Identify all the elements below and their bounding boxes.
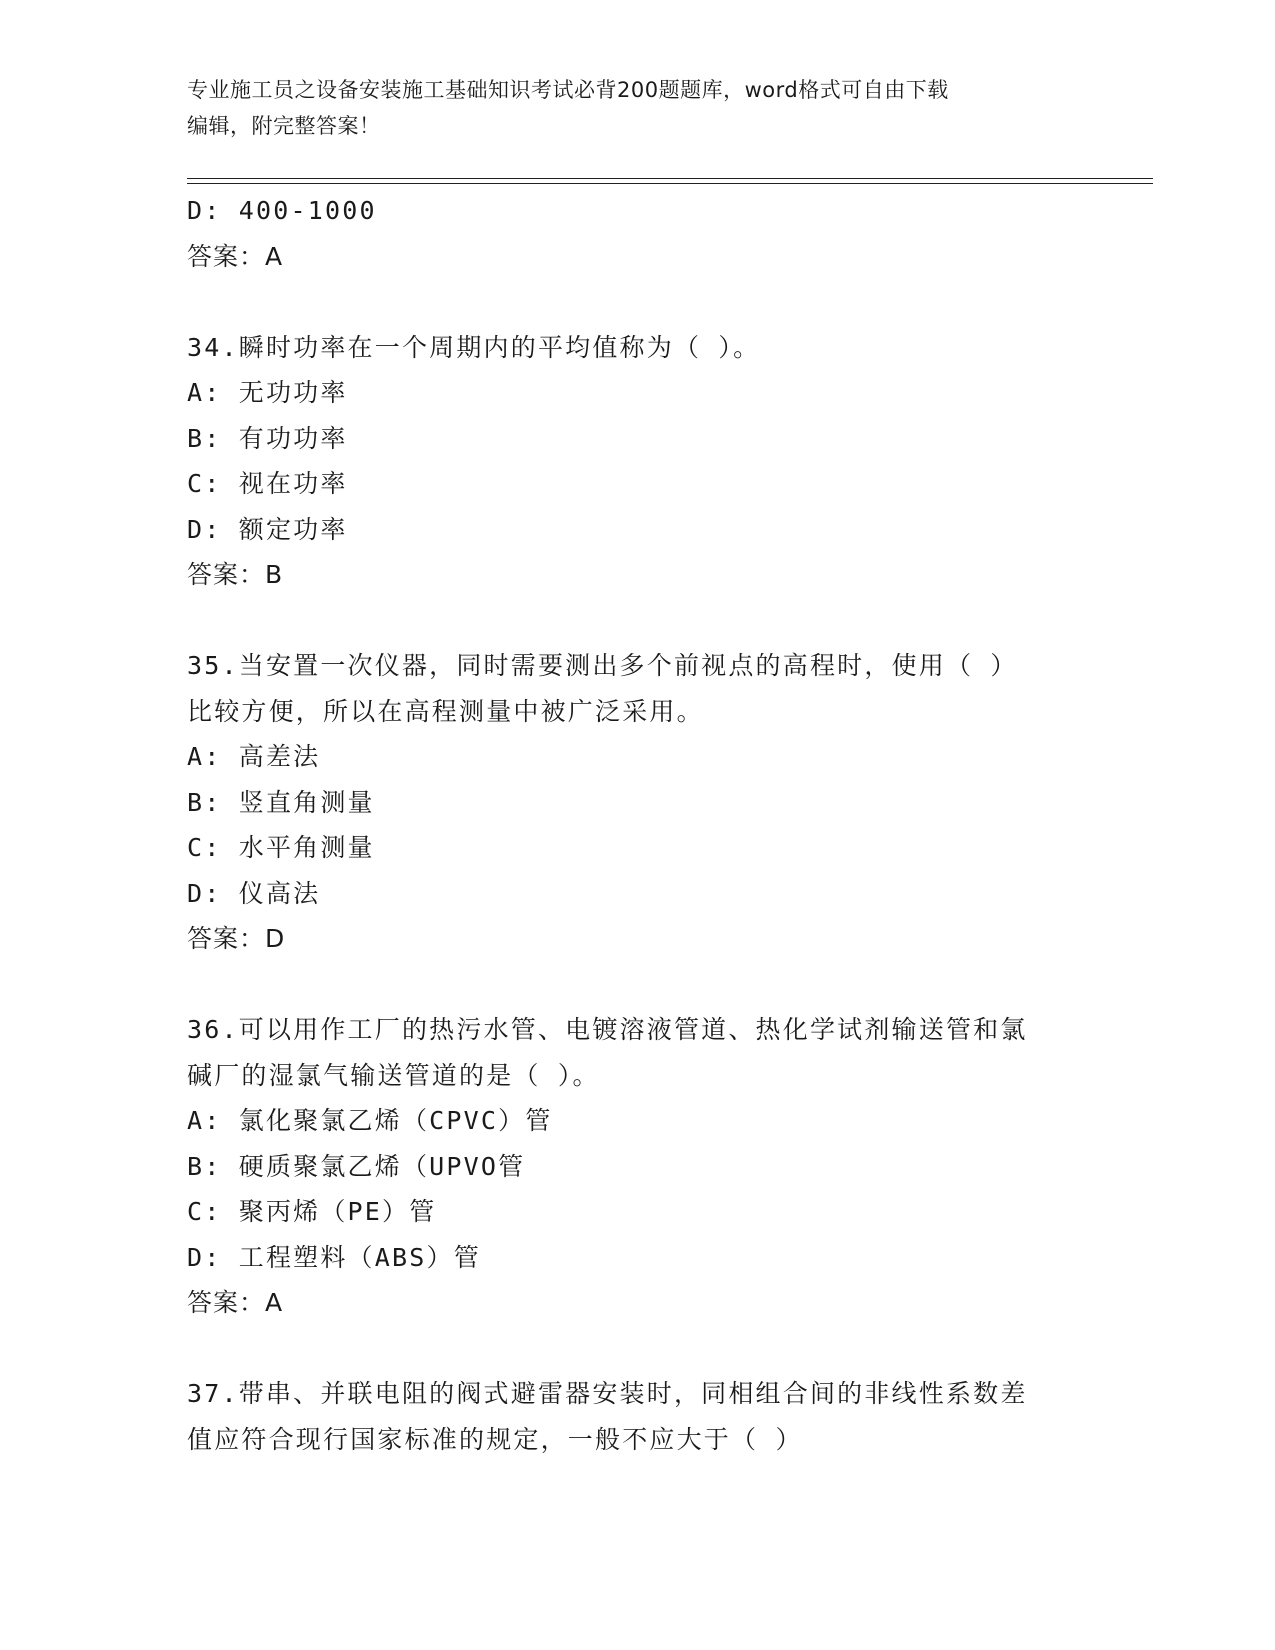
option-c: C: 水平角测量 — [187, 833, 375, 862]
spacer — [187, 962, 1087, 1008]
question-text-line-1: 37.带串、并联电阻的阀式避雷器安装时，同相组合间的非线性系数差 — [187, 1379, 1028, 1408]
question-text-line-2: 碱厂的湿氯气输送管道的是（ ）。 — [187, 1060, 600, 1090]
question-block-36 — [187, 1007, 1087, 1326]
question-list — [187, 188, 1087, 1462]
option-c: C: 聚丙烯（PE）管 — [187, 1197, 437, 1226]
option-d: D: 工程塑料（ABS）管 — [187, 1242, 481, 1272]
question-text-line-2: 值应符合现行国家标准的规定，一般不应大于（ ） — [187, 1424, 803, 1454]
answer-line: 答案：B — [187, 560, 284, 589]
option-a: A: 氯化聚氯乙烯（CPVC）管 — [187, 1106, 553, 1135]
header-title-line-2: 编辑，附完整答案！ — [187, 114, 381, 138]
option-d: D: 额定功率 — [187, 514, 348, 544]
option-c: C: 视在功率 — [187, 469, 348, 498]
option-b: B: 竖直角测量 — [187, 787, 375, 817]
header-divider-top — [187, 178, 1153, 179]
question-text: 34.瞬时功率在一个周期内的平均值称为（ ）。 — [187, 332, 761, 362]
question-block-35 — [187, 643, 1087, 962]
header-title-line-1: 专业施工员之设备安装施工基础知识考试必背200题题库，word格式可自由下载 — [187, 78, 949, 102]
question-block-34 — [187, 325, 1087, 598]
question-text-line-2: 比较方便，所以在高程测量中被广泛采用。 — [187, 696, 704, 726]
question-block-37 — [187, 1371, 1087, 1462]
option-b: B: 有功功率 — [187, 423, 348, 453]
answer-line: 答案：A — [187, 241, 284, 271]
option-d: D: 400-1000 — [187, 196, 377, 225]
question-text-line-1: 35.当安置一次仪器，同时需要测出多个前视点的高程时，使用（ ） — [187, 651, 1018, 680]
page-header — [187, 72, 1087, 144]
answer-line: 答案：A — [187, 1288, 284, 1317]
spacer — [187, 279, 1087, 325]
spacer — [187, 1326, 1087, 1372]
option-d: D: 仪高法 — [187, 878, 321, 908]
option-a: A: 无功功率 — [187, 378, 348, 407]
option-b: B: 硬质聚氯乙烯（UPVO管 — [187, 1151, 526, 1181]
question-text-line-1: 36.可以用作工厂的热污水管、电镀溶液管道、热化学试剂输送管和氯 — [187, 1015, 1028, 1044]
question-block-33 — [187, 188, 1087, 279]
option-a: A: 高差法 — [187, 742, 321, 771]
answer-line: 答案：D — [187, 924, 286, 953]
spacer — [187, 598, 1087, 644]
header-divider-bottom — [187, 183, 1153, 184]
